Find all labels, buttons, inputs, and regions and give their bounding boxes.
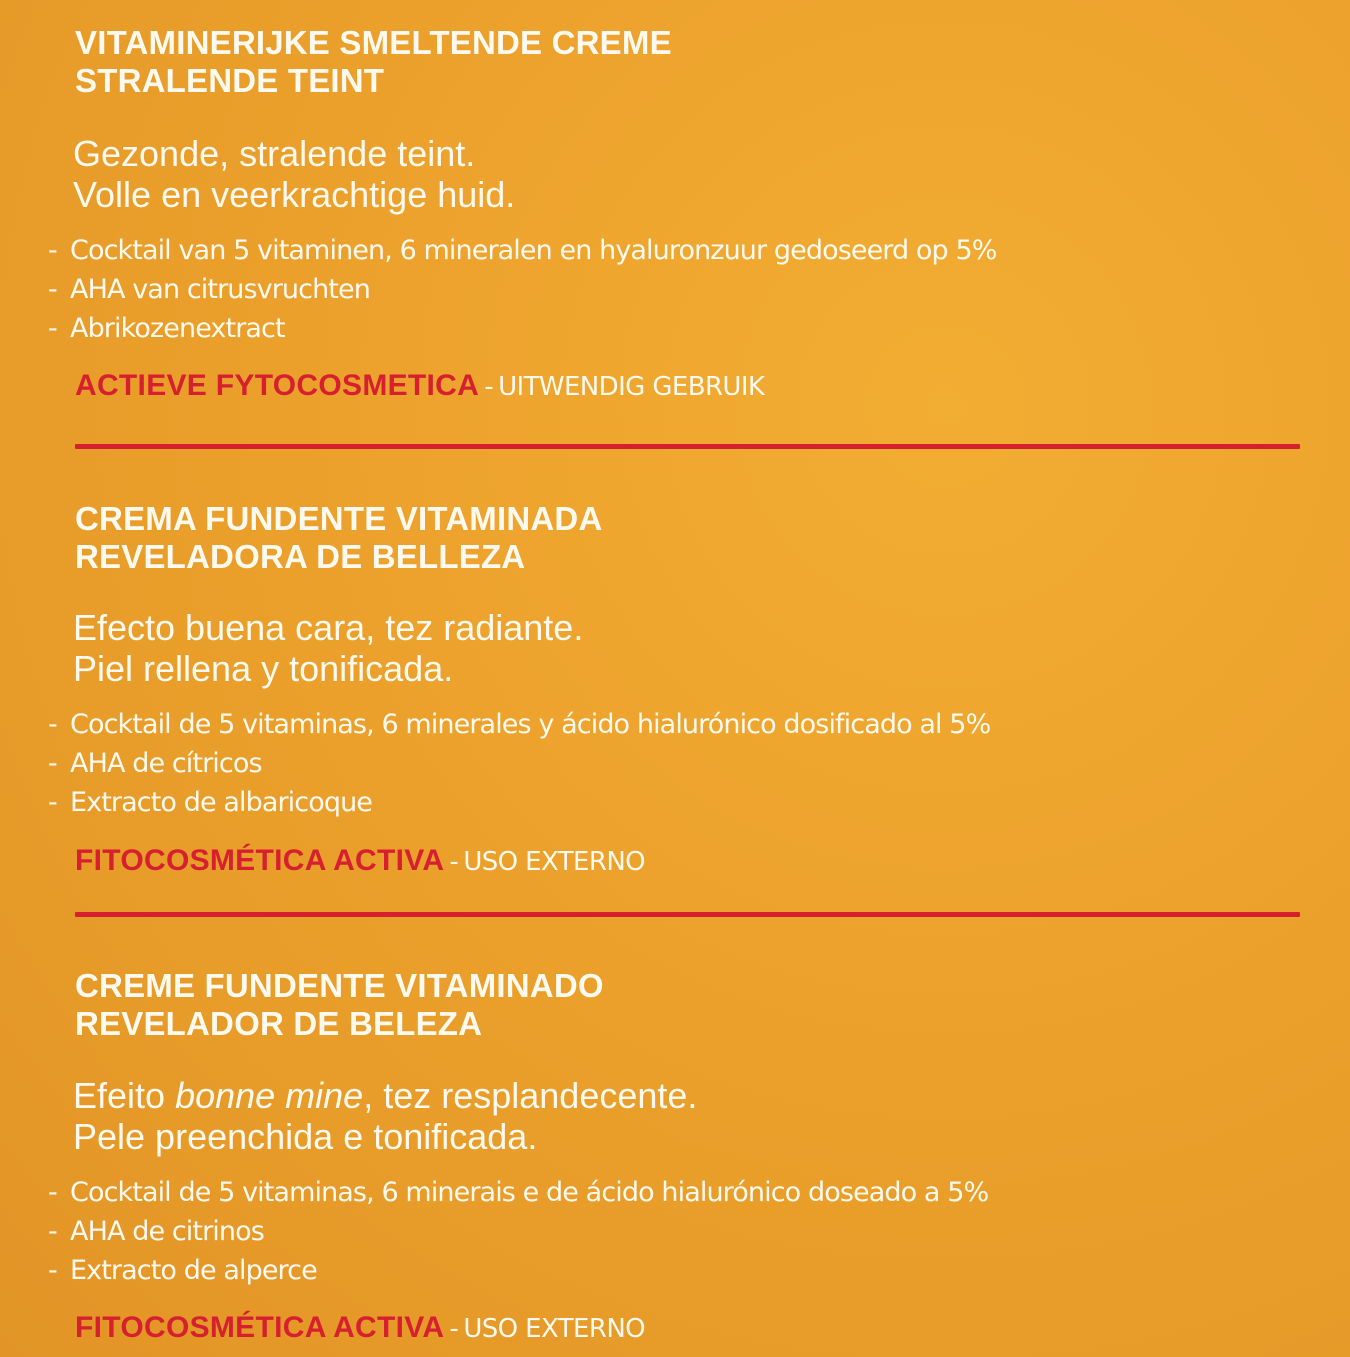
ingredient-text: Cocktail van 5 vitaminen, 6 mineralen en hyaluronzuur gedoseerd op 5%: [70, 235, 997, 266]
ingredient-list: [48, 1173, 988, 1290]
list-item: [48, 231, 997, 270]
usage-footer: [75, 1308, 645, 1352]
bullet-dash: -: [48, 709, 57, 740]
section-divider: [75, 912, 1300, 917]
product-title-line1: VITAMINERIJKE SMELTENDE CREME: [75, 24, 672, 61]
list-item: [48, 1251, 988, 1290]
ingredient-list: [48, 705, 990, 822]
bullet-dash: -: [48, 787, 57, 818]
claim-line2: Pele preenchida e tonificada.: [73, 1116, 538, 1157]
product-claims: [73, 607, 583, 689]
ingredient-text: Extracto de albaricoque: [70, 787, 372, 818]
footer-separator: -: [484, 372, 493, 402]
list-item: [48, 1173, 988, 1212]
bullet-dash: -: [48, 748, 57, 779]
product-title-line1: CREME FUNDENTE VITAMINADO: [75, 967, 604, 1004]
bullet-dash: -: [48, 1177, 57, 1208]
product-title: [75, 24, 672, 100]
ingredient-text: AHA de cítricos: [70, 748, 262, 779]
bullet-dash: -: [48, 1255, 57, 1286]
ingredient-text: Cocktail de 5 vitaminas, 6 minerais e de ácido hialurónico doseado a 5%: [70, 1177, 989, 1208]
product-title: [75, 500, 602, 576]
product-title: [75, 967, 604, 1043]
footer-separator: -: [449, 847, 459, 877]
claim-text: Efeito: [73, 1075, 176, 1116]
list-item: [48, 309, 997, 348]
usage-label: USO EXTERNO: [463, 847, 646, 877]
bullet-dash: -: [48, 1216, 57, 1247]
active-label: FITOCOSMÉTICA ACTIVA: [75, 1311, 445, 1344]
claim-text: , tez resplandecente.: [363, 1075, 698, 1116]
usage-footer: [75, 366, 764, 410]
claim-line2: Volle en veerkrachtige huid.: [73, 174, 516, 215]
claim-line2: Piel rellena y tonificada.: [73, 648, 454, 689]
ingredient-list: [48, 231, 997, 348]
usage-label: UITWENDIG GEBRUIK: [498, 372, 765, 402]
bullet-dash: -: [48, 313, 57, 344]
ingredient-text: Extracto de alperce: [70, 1255, 317, 1286]
section-divider: [75, 444, 1300, 449]
product-claims: [73, 1075, 697, 1157]
list-item: [48, 744, 990, 783]
active-label: FITOCOSMÉTICA ACTIVA: [75, 844, 445, 877]
claim-line1: Gezonde, stralende teint.: [73, 133, 476, 174]
product-title-line2: REVELADOR DE BELEZA: [75, 1005, 483, 1042]
ingredient-text: AHA de citrinos: [70, 1216, 264, 1247]
ingredient-text: AHA van citrusvruchten: [70, 274, 370, 305]
bullet-dash: -: [48, 274, 57, 305]
ingredient-text: Abrikozenextract: [70, 313, 285, 344]
footer-separator: -: [449, 1314, 459, 1344]
bullet-dash: -: [48, 235, 57, 266]
list-item: [48, 1212, 988, 1251]
usage-label: USO EXTERNO: [463, 1314, 646, 1344]
product-title-line1: CREMA FUNDENTE VITAMINADA: [75, 500, 603, 537]
claim-line1: Efecto buena cara, tez radiante.: [73, 607, 584, 648]
product-title-line2: REVELADORA DE BELLEZA: [75, 538, 526, 575]
product-claims: [73, 133, 515, 215]
claim-italic-text: bonne mine: [175, 1075, 364, 1116]
list-item: [48, 783, 990, 822]
list-item: [48, 705, 990, 744]
claim-line1: [73, 1075, 697, 1116]
usage-footer: [75, 841, 645, 885]
product-title-line2: STRALENDE TEINT: [75, 62, 385, 99]
list-item: [48, 270, 997, 309]
ingredient-text: Cocktail de 5 vitaminas, 6 minerales y ácido hialurónico dosificado al 5%: [70, 709, 991, 740]
active-label: ACTIEVE FYTOCOSMETICA: [75, 369, 480, 402]
